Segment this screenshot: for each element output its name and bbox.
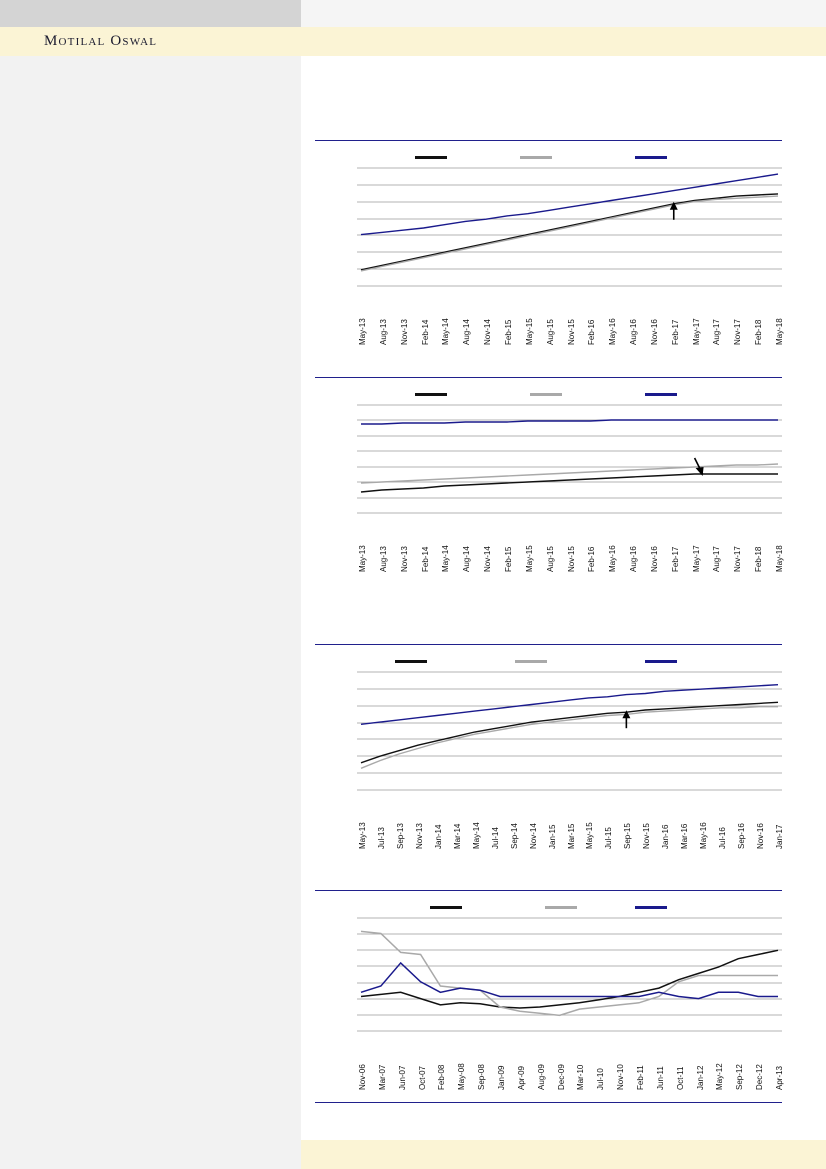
x-tick-label: May-14 xyxy=(441,545,451,572)
x-tick-label: Aug-17 xyxy=(712,319,722,345)
x-tick-label: Nov-14 xyxy=(528,823,538,849)
x-tick-label: Oct-07 xyxy=(417,1065,427,1090)
x-tick-label: Nov-15 xyxy=(566,319,576,345)
x-tick-label: Oct-11 xyxy=(675,1066,685,1090)
x-tick-label: May-18 xyxy=(775,318,784,345)
chart-legend xyxy=(301,653,826,671)
x-tick-label: Apr-09 xyxy=(516,1065,526,1090)
legend-swatch-series-2-grey xyxy=(530,393,562,396)
x-tick-label: Jan-12 xyxy=(695,1065,705,1090)
x-tick-label: Jan-17 xyxy=(775,824,784,849)
x-tick-label: Feb-14 xyxy=(420,319,430,345)
series-line-series-1-black xyxy=(361,702,778,763)
chart-block-2 xyxy=(301,377,826,578)
x-tick-label: Aug-15 xyxy=(545,319,555,345)
x-tick-label: May-13 xyxy=(358,822,367,849)
brand-title: Motilal Oswal xyxy=(44,33,158,49)
x-tick-label: Jul-13 xyxy=(376,827,386,849)
header-right-block xyxy=(301,0,826,27)
chart-top-rule xyxy=(315,377,782,378)
x-tick-label: May-15 xyxy=(585,822,595,849)
x-tick-label: Sep-13 xyxy=(395,823,405,849)
x-tick-label: May-14 xyxy=(441,318,451,345)
x-tick-label: Nov-17 xyxy=(733,546,743,572)
x-tick-label: Feb-18 xyxy=(754,319,764,345)
x-tick-label: Feb-18 xyxy=(754,546,764,572)
x-tick-label: Mar-14 xyxy=(452,823,462,849)
x-tick-label: May-12 xyxy=(715,1063,725,1090)
chart-top-rule xyxy=(315,644,782,645)
x-tick-label: Jul-14 xyxy=(490,827,500,849)
x-tick-label: Nov-16 xyxy=(649,546,659,572)
x-tick-label: Feb-16 xyxy=(587,546,597,572)
x-tick-label: Nov-14 xyxy=(483,319,493,345)
x-tick-label: Nov-13 xyxy=(399,546,409,572)
x-tick-label: May-15 xyxy=(524,318,534,345)
x-tick-label: Aug-14 xyxy=(462,319,472,345)
x-tick-label: Nov-17 xyxy=(733,319,743,345)
plot-wrapper xyxy=(315,917,812,1032)
x-tick-label: Aug-17 xyxy=(712,546,722,572)
chart-legend xyxy=(301,386,826,404)
chart-plot-area xyxy=(315,167,782,287)
x-tick-label: Jan-15 xyxy=(547,824,557,849)
chart-top-rule xyxy=(315,890,782,891)
x-tick-label: Aug-09 xyxy=(536,1064,546,1090)
footer-band xyxy=(301,1140,826,1169)
x-tick-label: Nov-16 xyxy=(649,319,659,345)
x-axis-labels xyxy=(301,793,826,855)
x-tick-label: Sep-12 xyxy=(735,1064,745,1090)
chart-plot-area xyxy=(315,917,782,1032)
x-axis-labels xyxy=(301,1034,826,1096)
x-tick-label: Nov-06 xyxy=(358,1064,367,1090)
legend-swatch-series-1-black xyxy=(395,660,427,663)
series-line-series-1-black xyxy=(361,474,778,492)
x-tick-label: Feb-17 xyxy=(670,319,680,345)
x-tick-label: Jun-07 xyxy=(397,1065,407,1090)
x-tick-label: Feb-15 xyxy=(503,319,513,345)
chart-bottom-rule xyxy=(315,1102,782,1103)
x-tick-label: Nov-14 xyxy=(483,546,493,572)
legend-swatch-series-3-blue xyxy=(635,906,667,909)
x-tick-label: Mar-10 xyxy=(576,1064,586,1090)
x-tick-label: Feb-15 xyxy=(503,546,513,572)
chart-block-1 xyxy=(301,140,826,351)
x-tick-label: Aug-15 xyxy=(545,546,555,572)
chart-top-rule xyxy=(315,140,782,141)
x-tick-label: Aug-13 xyxy=(378,319,388,345)
x-tick-label: Sep-08 xyxy=(477,1064,487,1090)
x-tick-label: May-16 xyxy=(608,545,618,572)
x-tick-label: Nov-10 xyxy=(616,1064,626,1090)
series-line-series-2-grey xyxy=(361,707,778,769)
plot-wrapper xyxy=(315,404,812,514)
legend-swatch-series-2-grey xyxy=(545,906,577,909)
legend-swatch-series-3-blue xyxy=(645,660,677,663)
x-tick-label: Jun-11 xyxy=(655,1066,665,1090)
x-tick-label: May-15 xyxy=(524,545,534,572)
x-tick-label: Nov-15 xyxy=(566,546,576,572)
x-tick-label: Apr-13 xyxy=(775,1065,784,1090)
legend-swatch-series-2-grey xyxy=(515,660,547,663)
legend-swatch-series-1-black xyxy=(415,393,447,396)
x-tick-label: Jan-09 xyxy=(497,1065,506,1090)
left-margin-panel xyxy=(0,0,301,1169)
x-tick-label: Sep-16 xyxy=(737,823,747,849)
x-tick-label: Nov-15 xyxy=(642,823,652,849)
legend-swatch-series-1-black xyxy=(430,906,462,909)
x-tick-label: May-17 xyxy=(691,318,701,345)
series-line-series-1-black xyxy=(361,194,778,270)
top-left-grey-block xyxy=(0,0,301,27)
x-tick-label: Dec-12 xyxy=(755,1064,765,1090)
x-tick-label: May-13 xyxy=(358,318,367,345)
x-tick-label: Aug-13 xyxy=(378,546,388,572)
x-tick-label: Mar-07 xyxy=(377,1064,387,1090)
chart-plot-area xyxy=(315,404,782,514)
x-tick-label: May-16 xyxy=(699,822,709,849)
x-tick-label: Sep-15 xyxy=(623,823,633,849)
x-tick-label: May-14 xyxy=(471,822,481,849)
x-tick-label: Nov-16 xyxy=(756,823,766,849)
chart-legend xyxy=(301,149,826,167)
x-tick-label: Aug-16 xyxy=(629,319,639,345)
plot-wrapper xyxy=(315,167,812,287)
chart-plot-area xyxy=(315,671,782,791)
x-tick-label: Jul-10 xyxy=(596,1068,606,1090)
x-tick-label: Jan-16 xyxy=(661,824,671,849)
x-tick-label: Dec-09 xyxy=(556,1064,566,1090)
chart-block-3 xyxy=(301,644,826,855)
x-tick-label: May-16 xyxy=(608,318,618,345)
legend-swatch-series-3-blue xyxy=(645,393,677,396)
x-tick-label: Mar-15 xyxy=(566,823,576,849)
x-tick-label: Jan-14 xyxy=(433,824,443,849)
x-tick-label: May-13 xyxy=(358,545,367,572)
x-tick-label: Feb-17 xyxy=(670,546,680,572)
legend-swatch-series-2-grey xyxy=(520,156,552,159)
legend-swatch-series-3-blue xyxy=(635,156,667,159)
x-tick-label: May-08 xyxy=(457,1063,467,1090)
x-tick-label: Nov-13 xyxy=(399,319,409,345)
x-tick-label: Feb-16 xyxy=(587,319,597,345)
series-line-series-2-grey xyxy=(361,931,778,1015)
x-tick-label: Jul-16 xyxy=(718,827,728,849)
plot-wrapper xyxy=(315,671,812,791)
x-tick-label: May-17 xyxy=(691,545,701,572)
legend-swatch-series-1-black xyxy=(415,156,447,159)
x-axis-labels xyxy=(301,289,826,351)
series-line-series-3-blue xyxy=(361,420,778,424)
x-tick-label: Jul-15 xyxy=(604,827,614,849)
x-axis-labels xyxy=(301,516,826,578)
x-tick-label: May-18 xyxy=(775,545,784,572)
x-tick-label: Aug-16 xyxy=(629,546,639,572)
x-tick-label: Sep-14 xyxy=(509,823,519,849)
x-tick-label: Feb-11 xyxy=(636,1065,645,1090)
chart-block-4 xyxy=(301,890,826,1103)
x-tick-label: Mar-16 xyxy=(680,823,690,849)
chart-legend xyxy=(301,899,826,917)
x-tick-label: Nov-13 xyxy=(414,823,424,849)
x-tick-label: Aug-14 xyxy=(462,546,472,572)
x-tick-label: Feb-14 xyxy=(420,546,430,572)
x-tick-label: Feb-08 xyxy=(437,1064,447,1090)
